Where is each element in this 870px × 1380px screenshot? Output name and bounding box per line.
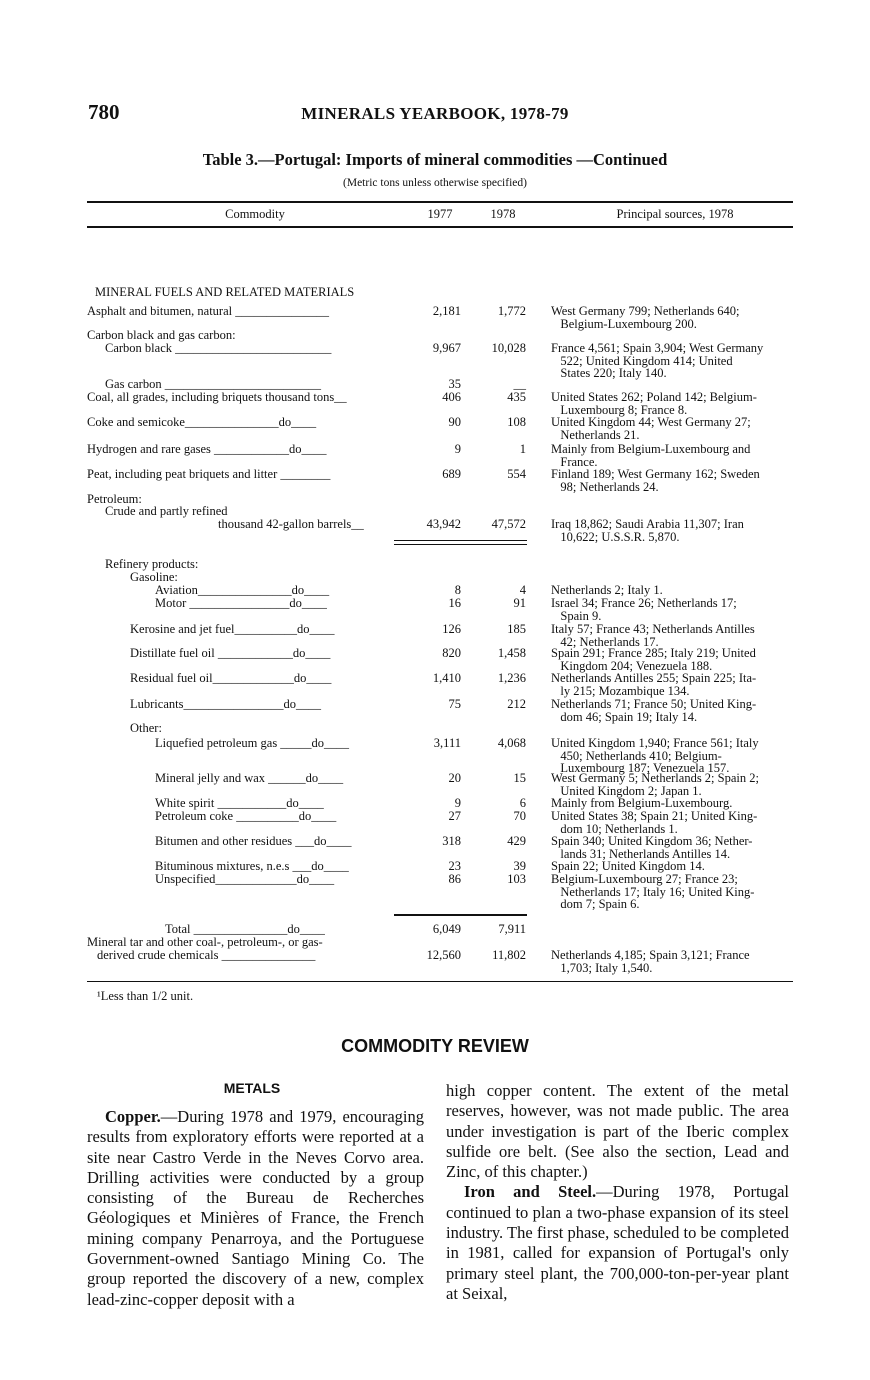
section-title: COMMODITY REVIEW [341, 1036, 529, 1056]
value-1977: 9 [454, 796, 461, 810]
petroleum-double-rule-bottom [394, 544, 527, 545]
value-1977: 90 [448, 415, 461, 429]
row-label: Petroleum: [87, 492, 142, 506]
principal-sources: Spain 340; United Kingdom 36; Nether- lands 31; Netherlands Antilles 14. [551, 834, 753, 861]
value-1978: 429 [507, 834, 526, 848]
value-1977: 12,560 [426, 948, 461, 962]
value-1978: 435 [507, 390, 526, 404]
value-1977: 689 [442, 467, 461, 481]
value-1977: 27 [448, 809, 461, 823]
principal-sources: Iraq 18,862; Saudi Arabia 11,307; Iran 10,622; U.S.S.R. 5,870. [551, 517, 744, 544]
row-label: Other: [130, 721, 162, 735]
principal-sources: Spain 22; United Kingdom 14. [551, 859, 705, 873]
principal-sources: United States 38; Spain 21; United King- dom 10; Netherlands 1. [551, 809, 758, 836]
principal-sources: Belgium-Luxembourg 27; France 23; Netherlands 17; Italy 16; United King- dom 7; Spain 6. [551, 872, 755, 911]
principal-sources: United Kingdom 44; West Germany 27; Netherlands 21. [551, 415, 751, 442]
value-1978: 6 [519, 796, 526, 810]
table-footnote: ¹Less than 1/2 unit. [97, 989, 194, 1003]
row-label: Total _______________do____ [165, 922, 325, 936]
value-1977: 2,181 [432, 304, 461, 318]
right-column-text [446, 1081, 789, 1304]
value-1978: 1,458 [497, 646, 526, 660]
row-label: Carbon black and gas carbon: [87, 328, 236, 342]
principal-sources: Netherlands 71; France 50; United King- dom 46; Spain 19; Italy 14. [551, 697, 757, 724]
row-label: Refinery products: [105, 557, 199, 571]
row-label: Aviation_______________do____ [155, 583, 330, 597]
value-1977: 3,111 [433, 736, 461, 750]
value-1978: 103 [507, 872, 526, 886]
row-label: Unspecified_____________do____ [155, 872, 335, 886]
value-1977: 9,967 [432, 341, 461, 355]
value-1977: 1,410 [432, 671, 461, 685]
principal-sources: Finland 189; West Germany 162; Sweden 98; Netherlands 24. [551, 467, 760, 494]
principal-sources: Italy 57; France 43; Netherlands Antilles 42; Netherlands 17. [551, 622, 755, 649]
row-label: Liquefied petroleum gas _____do____ [155, 736, 350, 750]
principal-sources: Spain 291; France 285; Italy 219; United Kingdom 204; Venezuela 188. [551, 646, 756, 673]
row-label: White spirit ___________do____ [155, 796, 324, 810]
table-header-rule [87, 226, 793, 228]
petroleum-double-rule-top [394, 540, 527, 541]
value-1978: 1,772 [497, 304, 526, 318]
running-title: MINERALS YEARBOOK, 1978-79 [301, 104, 569, 123]
left-column-text [87, 1107, 424, 1310]
table-subtitle: (Metric tons unless otherwise specified) [343, 177, 527, 189]
value-1977: 43,942 [426, 517, 461, 531]
row-label: thousand 42-gallon barrels__ [218, 517, 364, 531]
column-header-commodity: Commodity [225, 207, 285, 221]
value-1977: 126 [442, 622, 461, 636]
principal-sources: Mainly from Belgium-Luxembourg. [551, 796, 733, 810]
value-1977: 75 [448, 697, 461, 711]
row-label: Crude and partly refined [105, 504, 228, 518]
row-label: Mineral tar and other coal-, petroleum-, or gas- [87, 935, 323, 949]
row-label: Kerosine and jet fuel__________do____ [130, 622, 335, 636]
value-1977: 318 [442, 834, 461, 848]
column-header-1977: 1977 [427, 207, 453, 221]
principal-sources: United Kingdom 1,940; France 561; Italy 450; Netherlands 410; Belgium- Luxembourg 187; Venezuela 157. [551, 736, 759, 775]
principal-sources: Israel 34; France 26; Netherlands 17; Spain 9. [551, 596, 737, 623]
value-1978: 4 [519, 583, 526, 597]
principal-sources: Mainly from Belgium-Luxembourg and France. [551, 442, 751, 469]
value-1978: 10,028 [491, 341, 526, 355]
total-rule [394, 914, 527, 916]
row-label: Asphalt and bitumen, natural _______________ [87, 304, 329, 318]
subsection-title: METALS [223, 1080, 281, 1096]
section-heading: MINERAL FUELS AND RELATED MATERIALS [95, 285, 355, 299]
principal-sources: France 4,561; Spain 3,904; West Germany 522; United Kingdom 414; United States 220; Italy 140. [551, 341, 764, 380]
row-label: Coke and semicoke_______________do____ [87, 415, 317, 429]
continued-paragraph: high copper content. The extent of the metal reserves, however, was not made public. The area under investigation is part of the Iberic complex sulfide ore belt. (See also the section, Lead and Zinc, of this chapter.) [446, 1081, 789, 1182]
row-label: Gas carbon _________________________ [105, 377, 321, 391]
row-label: Petroleum coke __________do____ [155, 809, 337, 823]
iron-steel-lead: Iron and Steel. [464, 1182, 597, 1202]
principal-sources: West Germany 799; Netherlands 640; Belgium-Luxembourg 200. [551, 304, 740, 331]
value-1977: 406 [442, 390, 461, 404]
value-1977: 35 [448, 377, 461, 391]
table-bottom-rule [87, 981, 793, 982]
iron-steel-paragraph: —During 1978, Portugal continued to plan a two-phase expansion of its steel industry. The first phase, scheduled to be completed in 1981, called for expansion of Portugal's only primary steel plant, the 700,000-ton-per-year plant at Seixal, [446, 1182, 789, 1303]
row-label: Bituminous mixtures, n.e.s ___do____ [155, 859, 349, 873]
value-1977: 8 [454, 583, 461, 597]
principal-sources: Netherlands 2; Italy 1. [551, 583, 663, 597]
principal-sources: West Germany 5; Netherlands 2; Spain 2; United Kingdom 2; Japan 1. [551, 771, 759, 798]
copper-lead: Copper. [105, 1107, 161, 1126]
value-1977: 86 [448, 872, 461, 886]
value-1978: 185 [507, 622, 526, 636]
value-1977: 820 [442, 646, 461, 660]
row-label: Mineral jelly and wax ______do____ [155, 771, 344, 785]
value-1978: 4,068 [497, 736, 526, 750]
value-1977: 16 [448, 596, 461, 610]
value-1978: __ [513, 377, 526, 391]
column-header-1978: 1978 [490, 207, 516, 221]
value-1978: 39 [513, 859, 526, 873]
value-1978: 70 [513, 809, 526, 823]
value-1978: 91 [513, 596, 526, 610]
value-1978: 7,911 [498, 922, 526, 936]
value-1978: 1,236 [497, 671, 526, 685]
row-label: Hydrogen and rare gases ____________do____ [87, 442, 327, 456]
value-1977: 23 [448, 859, 461, 873]
page-number: 780 [88, 100, 120, 124]
value-1978: 554 [507, 467, 526, 481]
principal-sources: Netherlands Antilles 255; Spain 225; Ita- ly 215; Mozambique 134. [551, 671, 757, 698]
table-title: Table 3.—Portugal: Imports of mineral commodities —Continued [202, 150, 668, 169]
row-label: Coal, all grades, including briquets thousand tons__ [87, 390, 347, 404]
row-label: Motor ________________do____ [155, 596, 327, 610]
row-label: Peat, including peat briquets and litter ________ [87, 467, 331, 481]
table-top-rule [87, 201, 793, 203]
value-1977: 6,049 [432, 922, 461, 936]
row-label: Gasoline: [130, 570, 178, 584]
principal-sources: Netherlands 4,185; Spain 3,121; France 1,703; Italy 1,540. [551, 948, 750, 975]
column-header-sources: Principal sources, 1978 [616, 207, 734, 221]
row-label: Distillate fuel oil ____________do____ [130, 646, 331, 660]
value-1978: 108 [507, 415, 526, 429]
value-1978: 1 [519, 442, 526, 456]
value-1978: 212 [507, 697, 526, 711]
row-label: Carbon black _________________________ [105, 341, 332, 355]
value-1978: 15 [513, 771, 526, 785]
copper-paragraph: —During 1978 and 1979, encouraging results from exploratory efforts were reported at a site near Castro Verde in the Neves Corvo area. Drilling activities were conducted by a group consisting of the Bureau de Recherches Géologiques et Minières of France, the French mining company Penarroya, and the Portuguese Government-owned Santiago Mining Co. The group reported the discovery of a new, complex lead-zinc-copper deposit with a [87, 1107, 424, 1309]
row-label: Lubricants________________do____ [130, 697, 321, 711]
row-label: derived crude chemicals _______________ [97, 948, 316, 962]
row-label: Bitumen and other residues ___do____ [155, 834, 352, 848]
value-1977: 20 [448, 771, 461, 785]
row-label: Residual fuel oil_____________do____ [130, 671, 332, 685]
value-1977: 9 [454, 442, 461, 456]
value-1978: 11,802 [492, 948, 526, 962]
value-1978: 47,572 [491, 517, 526, 531]
principal-sources: United States 262; Poland 142; Belgium- Luxembourg 8; France 8. [551, 390, 757, 417]
